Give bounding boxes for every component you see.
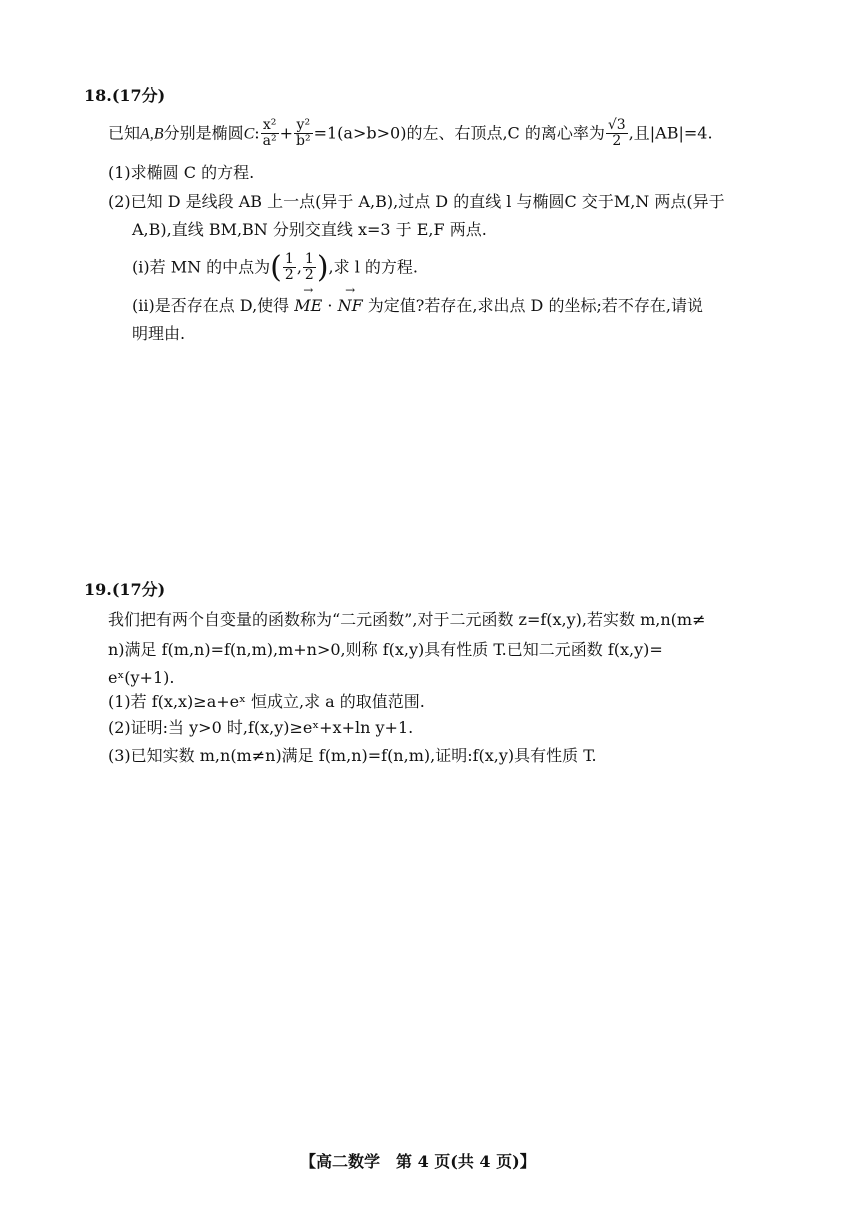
q18-stem-text-3: C 的离心率为 [507,123,605,143]
q19-header [84,580,165,601]
q18-vector-nf: → NF [338,296,363,317]
q18-paren-left: ( [270,249,282,285]
q18-stem-text-1: 已知 [108,123,141,143]
q18-sub-i: (ⅰ)若 MN 的中点为( $\frac{1}{2}$ , $\frac{1}{2}$ ),求 l 的方程. [132,249,419,285]
q18-mid-x [283,252,296,284]
q19-number: 19. [84,580,112,599]
q18-mid-y-num: 1 [304,251,314,267]
q18-stem-text-2: 分别是椭圆 [163,123,244,143]
q18-stem: 已知A,B分别是椭圆C: $\frac{\text{x²}}{\text{a²}}$ + $\frac{\text{y²}}{\text{b²}}$ =1(a>b>0)的左、右顶点,C 的离心率为 $\frac{√3}{2}$ ,且|AB|=4. [108,117,713,150]
q18-part2-line1: (2)已知 D 是线段 AB 上一点(异于 A,B),过点 D 的直线 l 与椭圆C 交于M,N 两点(异于 [108,192,725,211]
q18-dot: · [327,296,333,315]
q18-mid-x-den: 2 [284,267,294,284]
q18-sub-ii-line1 [132,296,703,317]
q18-header [84,86,165,107]
q18-number: 18. [84,86,112,105]
q18-frac-x-den: a² [262,133,277,150]
q19-part2: (2)证明:当 y>0 时,f(x,y)≥eˣ+x+ln y+1. [108,718,414,737]
q18-mid-y [303,252,316,284]
q18-frac-y-den: b² [296,133,311,150]
q18-part2-line2: A,B),直线 BM,BN 分别交直线 x=3 于 E,F 两点. [132,220,487,239]
q18-score: (17分) [111,86,166,105]
q18-eq-rest: =1(a>b>0)的左、右顶点, [313,123,508,143]
q18-stem-text-4: ,且|AB|=4. [628,123,713,143]
q19-part3: (3)已知实数 m,n(m≠n)满足 f(m,n)=f(n,m),证明:f(x,y)具有性质 T. [108,746,597,765]
q18-sub-i-text-a: (ⅰ)若 MN 的中点为 [132,257,271,277]
q18-paren-right: ) [316,249,329,285]
q18-mid-x-num: 1 [284,251,294,267]
q18-ecc-den: 2 [612,133,622,150]
q18-eccentricity [606,118,628,150]
q18-sub-ii-line2: 明理由. [132,324,186,343]
q18-frac-x [261,118,279,150]
q18-mid-y-den: 2 [304,267,314,284]
q18-part1: (1)求椭圆 C 的方程. [108,163,255,182]
page-footer: 【高二数学 第 4 页(共 4 页)】 [300,1152,536,1171]
q19-stem-line1: 我们把有两个自变量的函数称为“二元函数”,对于二元函数 z=f(x,y),若实数 m,n(m≠ [108,610,706,629]
q18-sub-ii-text-b: 为定值?若存在,求出点 D 的坐标;若不存在,请说 [367,296,703,315]
q18-frac-y-num: y² [294,118,313,134]
q18-sub-i-text-b: ,求 l 的方程. [328,257,419,277]
q18-ellipse-label: C [243,125,255,143]
q18-ecc-num: √3 [607,117,626,133]
q18-frac-x-num: x² [261,118,279,134]
q18-sub-ii-text-a: (ⅱ)是否存在点 D,使得 [132,296,290,315]
q18-frac-y [294,118,313,150]
q19-stem-line3: eˣ(y+1). [108,668,175,687]
q18-vector-me: → ME [294,296,322,317]
q19-stem-line2: n)满足 f(m,n)=f(n,m),m+n>0,则称 f(x,y)具有性质 T.已知二元函数 f(x,y)= [108,640,663,659]
q19-score: (17分) [111,580,166,599]
q19-part1: (1)若 f(x,x)≥a+eˣ 恒成立,求 a 的取值范围. [108,692,425,711]
q18-points-ab: A,B [140,125,164,143]
